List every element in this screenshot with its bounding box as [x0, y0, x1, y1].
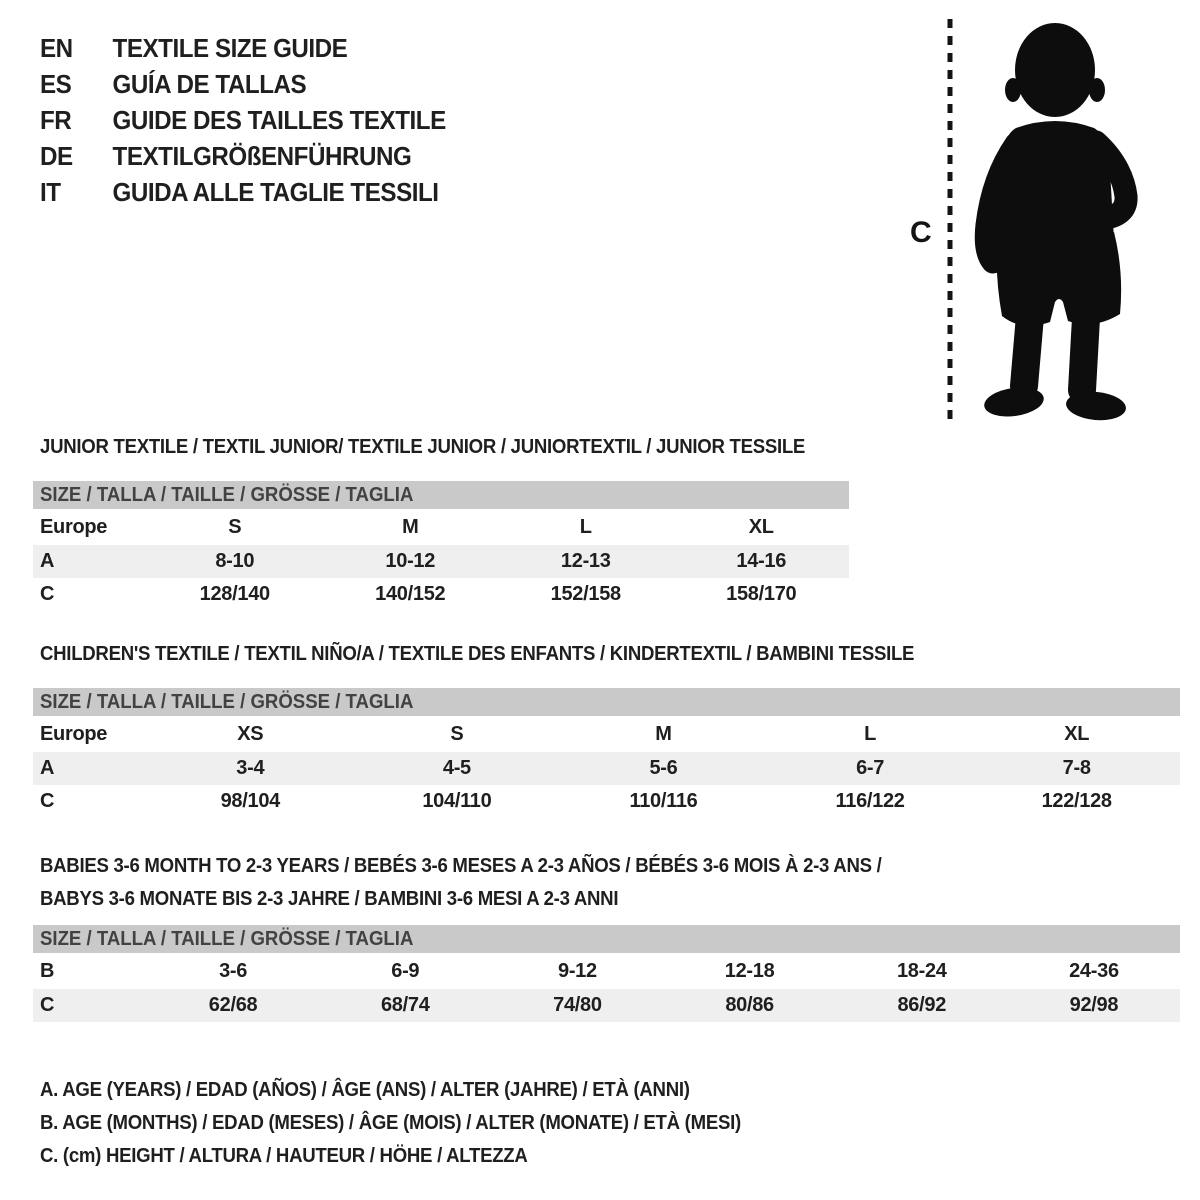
height-cell: 80/86 — [725, 994, 774, 1016]
guide-title: TEXTILE SIZE GUIDE — [112, 32, 348, 63]
age-cell: 8-10 — [215, 550, 255, 572]
lang-row-es — [40, 66, 476, 102]
height-cell: 128/140 — [199, 583, 270, 605]
size-cell: S — [450, 722, 464, 745]
height-cell: 122/128 — [1041, 790, 1112, 812]
months-cell: 24-36 — [1069, 959, 1119, 982]
legend-age-months: B. AGE (MONTHS) / EDAD (MESES) / ÂGE (MOIS) / ALTER (MONATE) / ETÀ (MESI) — [40, 1112, 741, 1134]
lang-code: EN — [40, 32, 73, 63]
age-cell: 3-4 — [236, 757, 265, 779]
children-section-title: CHILDREN'S TEXTILE / TEXTIL NIÑO/A / TEXTILE DES ENFANTS / KINDERTEXTIL / BAMBINI TESSILE — [40, 643, 915, 665]
months-cell: 18-24 — [896, 959, 947, 982]
legend-block — [40, 1074, 794, 1173]
height-cell: 110/116 — [629, 790, 698, 812]
size-cell: M — [655, 722, 672, 745]
table-row-height — [33, 785, 1180, 818]
size-cell: XS — [237, 722, 264, 745]
table-row-age — [33, 752, 1180, 785]
size-header-label: SIZE / TALLA / TAILLE / GRÖSSE / TAGLIA — [40, 691, 414, 713]
lang-code: DE — [40, 140, 73, 171]
legend-height-cm: C. (cm) HEIGHT / ALTURA / HAUTEUR / HÖHE / ALTEZZA — [40, 1145, 528, 1167]
guide-title: GUIDE DES TAILLES TEXTILE — [112, 104, 446, 135]
toddler-figure — [880, 14, 1170, 426]
lang-code: ES — [40, 68, 72, 99]
babies-section-title: BABIES 3-6 MONTH TO 2-3 YEARS / BEBÉS 3-6 MESES A 2-3 AÑOS / BÉBÉS 3-6 MOIS À 2-3 ANS / BABYS 3-6 MONATE BIS 2-3 JAHRE / BAMBINI 3-6 MESI A 2-3 ANNI — [40, 855, 882, 910]
table-row-age — [33, 545, 849, 578]
row-label: C — [40, 790, 55, 812]
junior-section-title: JUNIOR TEXTILE / TEXTIL JUNIOR/ TEXTILE JUNIOR / JUNIORTEXTIL / JUNIOR TESSILE — [40, 436, 806, 458]
size-cell: XL — [748, 515, 774, 538]
language-title-block — [40, 30, 476, 210]
measure-label-c: C — [910, 216, 932, 249]
height-cell: 116/122 — [835, 790, 905, 812]
table-row-height — [33, 989, 1180, 1022]
age-cell: 5-6 — [649, 757, 678, 779]
height-cell: 68/74 — [380, 994, 430, 1016]
table-row-europe — [33, 716, 1180, 752]
lang-code: IT — [40, 176, 61, 207]
guide-title: GUÍA DE TALLAS — [112, 68, 307, 99]
age-cell: 4-5 — [442, 757, 471, 779]
size-cell: L — [864, 722, 877, 745]
months-cell: 12-18 — [724, 959, 775, 982]
height-cell: 158/170 — [726, 583, 797, 605]
row-label: A — [40, 550, 55, 572]
height-cell: 98/104 — [220, 790, 280, 812]
months-cell: 3-6 — [219, 959, 248, 982]
row-label: C — [40, 994, 55, 1016]
size-header-label: SIZE / TALLA / TAILLE / GRÖSSE / TAGLIA — [40, 928, 414, 950]
lang-code: FR — [40, 104, 72, 135]
age-cell: 10-12 — [385, 550, 436, 572]
size-cell: M — [402, 515, 419, 538]
children-size-table — [33, 688, 1180, 818]
months-cell: 6-9 — [391, 959, 420, 982]
age-cell: 12-13 — [560, 550, 611, 572]
table-row-months — [33, 953, 1180, 989]
size-header-bar — [33, 481, 849, 509]
row-label: C — [40, 583, 55, 605]
row-label: Europe — [40, 515, 108, 538]
age-cell: 6-7 — [856, 757, 885, 779]
size-cell: XL — [1064, 722, 1090, 745]
lang-row-de — [40, 138, 476, 174]
row-label: Europe — [40, 722, 108, 745]
height-cell: 92/98 — [1069, 994, 1119, 1016]
height-cell: 140/152 — [375, 583, 446, 605]
legend-age-years: A. AGE (YEARS) / EDAD (AÑOS) / ÂGE (ANS) / ALTER (JAHRE) / ETÀ (ANNI) — [40, 1079, 690, 1101]
table-row-height — [33, 578, 849, 611]
toddler-silhouette-image — [982, 23, 1127, 423]
size-header-label: SIZE / TALLA / TAILLE / GRÖSSE / TAGLIA — [40, 484, 414, 506]
height-cell: 86/92 — [897, 994, 947, 1016]
age-cell: 14-16 — [736, 550, 787, 572]
size-header-bar — [33, 688, 1180, 716]
junior-size-table — [33, 481, 849, 611]
row-label: B — [40, 959, 55, 982]
height-cell: 62/68 — [208, 994, 258, 1016]
height-cell: 104/110 — [422, 790, 492, 812]
lang-row-en — [40, 30, 476, 66]
age-cell: 7-8 — [1062, 757, 1091, 779]
lang-row-fr — [40, 102, 476, 138]
months-cell: 9-12 — [558, 959, 597, 982]
height-cell: 74/80 — [553, 994, 602, 1016]
size-header-bar — [33, 925, 1180, 953]
guide-title: GUIDA ALLE TAGLIE TESSILI — [112, 176, 439, 207]
lang-row-it — [40, 174, 476, 210]
row-label: A — [40, 757, 55, 779]
table-row-europe — [33, 509, 849, 545]
size-cell: L — [579, 515, 592, 538]
size-cell: S — [228, 515, 242, 538]
height-cell: 152/158 — [550, 583, 621, 605]
babies-size-table — [33, 925, 1180, 1022]
guide-title: TEXTILGRÖßENFÜHRUNG — [112, 140, 412, 171]
